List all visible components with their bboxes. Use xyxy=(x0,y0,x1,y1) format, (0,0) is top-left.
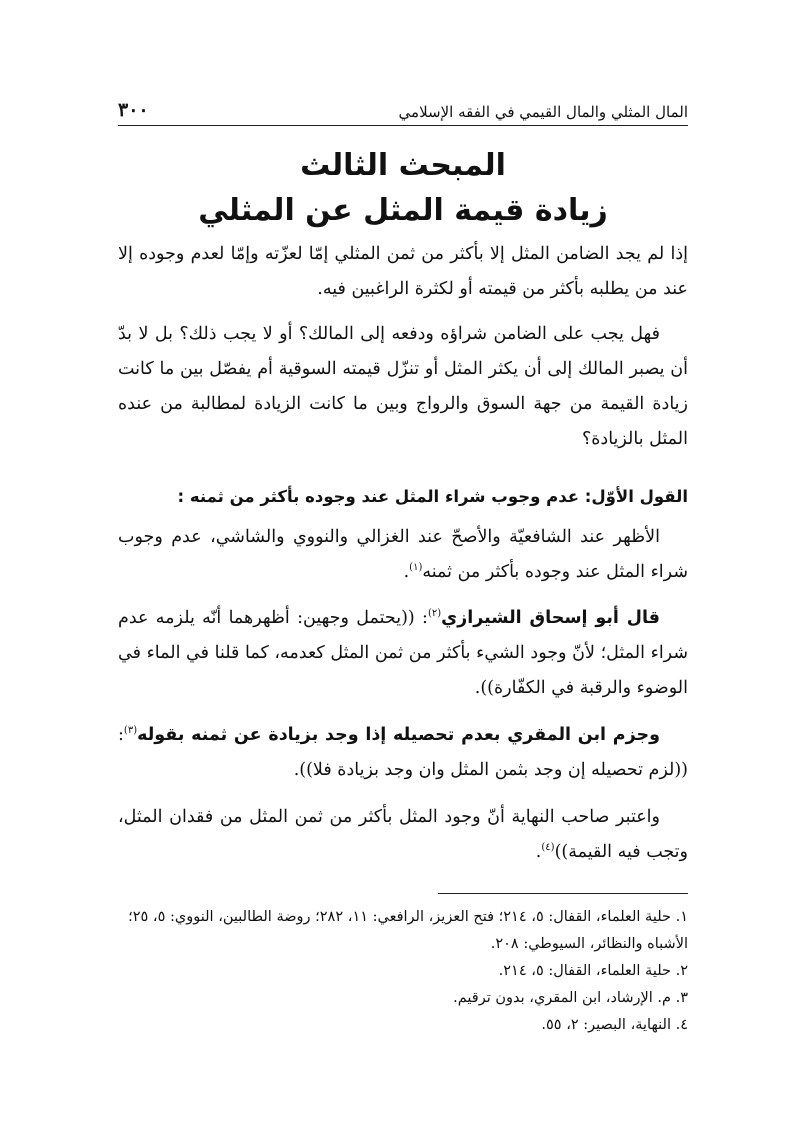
footnote-ref-2[interactable]: (٢) xyxy=(427,608,442,620)
ibn-almuqri-lead: وجزم ابن المقري بعدم تحصيله إذا وجد بزيادة عن ثمنه بقوله xyxy=(137,725,660,745)
shafii-view-text: الأظهر عند الشافعيّة والأصحّ عند الغزالي والنووي والشاشي، عدم وجوب شراء المثل عند وجوده بأكثر من ثمنه xyxy=(118,527,688,582)
page-number: ٣٠٠ xyxy=(118,99,149,121)
paragraph-ibn-almuqri xyxy=(118,718,688,788)
topic-heading: زيادة قيمة المثل عن المثلي xyxy=(198,193,608,228)
footnote-2: ٢. حلية العلماء، القفال: ٥، ٢١٤. xyxy=(498,963,688,979)
paragraph-intro: إذا لم يجد الضامن المثل إلا بأكثر من ثمن المثلي إمّا لعزّته وإمّا لعدم وجوده إلا عند من يطلبه بأكثر من قيمته أو لكثرة الراغبين فيه. xyxy=(118,244,688,299)
footnote-3: ٣. م. الإرشاد، ابن المقري، بدون ترقيم. xyxy=(453,990,688,1006)
shirazi-lead: قال أبو إسحاق الشيرازي xyxy=(441,608,660,628)
footnote-ref-3[interactable]: (٣) xyxy=(123,725,138,737)
shirazi-quote-text: : ((يحتمل وجهين: أظهرهما أنّه يلزمه عدم شراء المثل؛ لأنّ وجود الشيء بأكثر من ثمن المثل كعدمه، كما قلنا في الماء في الوضوء والرقبة في الكفّارة)). xyxy=(118,608,688,698)
paragraph-shafii-view xyxy=(118,520,688,590)
running-title: المال المثلي والمال القيمي في الفقه الإسلامي xyxy=(398,103,688,121)
paragraph-question: فهل يجب على الضامن شراؤه ودفعه إلى المالك؟ أو لا يجب ذلك؟ بل لا بدّ أن يصبر المالك إلى أن يكثر المثل أو تنزّل قيمته السوقية أم يفصّل بين ما كانت زيادة القيمة من جهة السوق والرواج وبين ما كانت الزيادة لمطالبة من عنده المثل بالزيادة؟ xyxy=(118,324,688,449)
section-heading: المبحث الثالث xyxy=(300,148,506,183)
ibn-almuqri-text: : ((لزم تحصيله إن وجد بثمن المثل وان وجد بزيادة فلا)). xyxy=(118,725,688,780)
footnote-ref-1[interactable]: (١) xyxy=(409,562,423,574)
running-header xyxy=(118,92,688,126)
paragraph-shirazi-quote xyxy=(118,601,688,706)
nihaya-end: . xyxy=(535,842,542,862)
footnote-1: ١. حلية العلماء، القفال: ٥، ٢١٤؛ فتح العزيز، الرافعي: ١١، ٢٨٢؛ روضة الطالبين، النووي: ٥، ٢٥؛ الأشباه والنظائر، السيوطي: ٢٠٨. xyxy=(128,909,688,952)
first-opinion-title: القول الأوّل: عدم وجوب شراء المثل عند وجوده بأكثر من ثمنه : xyxy=(177,487,688,506)
shafii-view-end: . xyxy=(403,562,410,582)
footnote-separator xyxy=(438,893,688,894)
footnote-ref-4[interactable]: (٤) xyxy=(541,842,555,854)
footnotes xyxy=(118,904,688,1039)
nihaya-text: واعتبر صاحب النهاية أنّ وجود المثل بأكثر من ثمن المثل من فقدان المثل، وتجب فيه القيمة)) xyxy=(118,807,688,862)
paragraph-nihaya xyxy=(118,800,688,870)
footnote-4: ٤. النهاية، البصير: ٢، ٥٥. xyxy=(541,1017,688,1033)
